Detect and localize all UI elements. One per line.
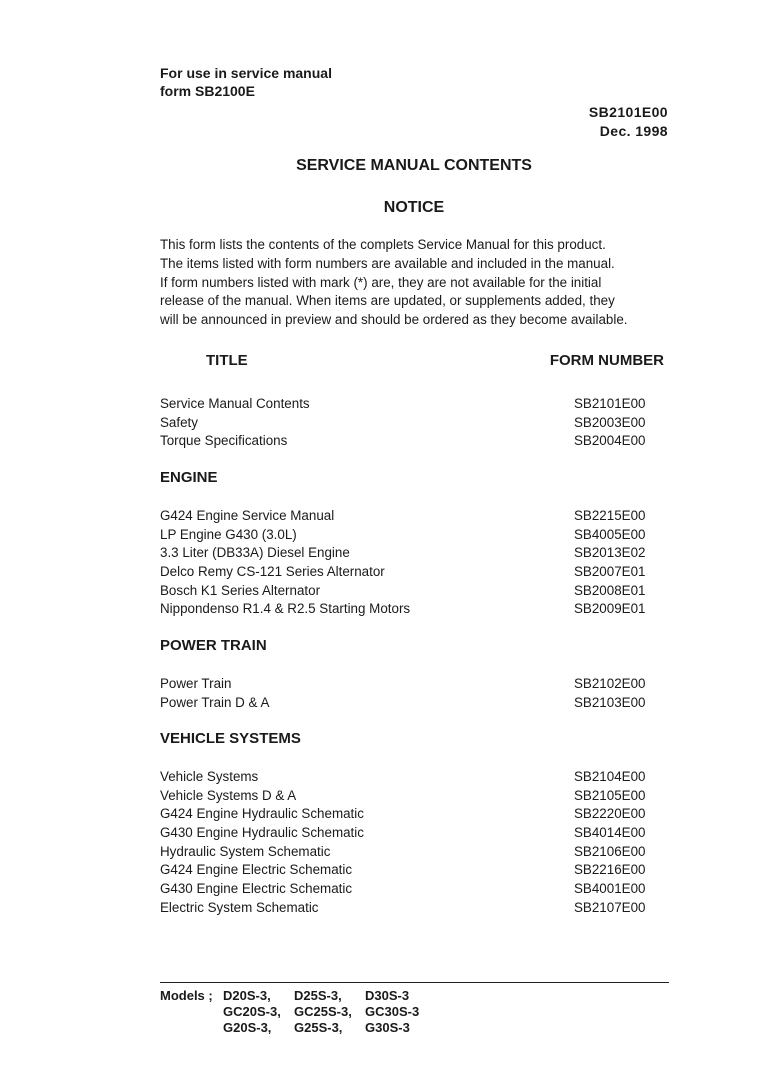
item-form-number: SB2215E00 bbox=[574, 508, 646, 523]
document-reference bbox=[589, 103, 668, 141]
item-form-number: SB2103E00 bbox=[574, 694, 646, 710]
models-table bbox=[160, 988, 419, 1036]
general-list bbox=[160, 395, 650, 451]
model-name: GC30S-3 bbox=[365, 1004, 420, 1019]
notice-line: release of the manual. When items are updated, or supplements added, they bbox=[160, 293, 615, 309]
item-title: Bosch K1 Series Alternator bbox=[160, 582, 321, 598]
notice-paragraph bbox=[160, 236, 680, 330]
notice-line: will be announced in preview and should be ordered as they become available. bbox=[160, 312, 628, 328]
power-train-list bbox=[160, 675, 650, 712]
page-title: SERVICE MANUAL CONTENTS bbox=[296, 157, 532, 174]
item-form-number: SB2004E00 bbox=[574, 433, 646, 449]
list-item bbox=[160, 414, 650, 433]
item-form-number: SB2106E00 bbox=[574, 843, 646, 859]
item-form-number: SB4005E00 bbox=[574, 526, 646, 542]
item-form-number: SB2216E00 bbox=[574, 862, 646, 878]
section-heading-vehicle-systems: VEHICLE SYSTEMS bbox=[160, 730, 301, 747]
list-item bbox=[160, 899, 650, 918]
item-title: Torque Specifications bbox=[160, 433, 288, 449]
item-title: Vehicle Systems D & A bbox=[160, 787, 297, 803]
item-form-number: SB2105E00 bbox=[574, 787, 646, 803]
item-title: Electric System Schematic bbox=[160, 899, 319, 915]
item-title: Power Train D & A bbox=[160, 694, 270, 710]
notice-heading: NOTICE bbox=[383, 199, 445, 216]
list-item bbox=[160, 582, 650, 601]
item-title: Delco Remy CS-121 Series Alternator bbox=[160, 564, 385, 580]
item-title: G430 Engine Electric Schematic bbox=[160, 881, 353, 897]
model-name: G25S-3, bbox=[294, 1020, 343, 1035]
item-form-number: SB2013E02 bbox=[574, 545, 646, 561]
item-title: LP Engine G430 (3.0L) bbox=[160, 526, 297, 542]
item-form-number: SB2107E00 bbox=[574, 899, 646, 915]
item-form-number: SB2008E01 bbox=[574, 582, 646, 598]
form-usage-note bbox=[160, 64, 332, 100]
document-number: SB2101E00 bbox=[588, 104, 668, 120]
model-name: D30S-3 bbox=[365, 988, 410, 1003]
item-title: G430 Engine Hydraulic Schematic bbox=[160, 825, 364, 841]
list-item bbox=[160, 880, 650, 899]
list-item bbox=[160, 563, 650, 582]
item-title: Service Manual Contents bbox=[160, 396, 310, 411]
model-name: D20S-3, bbox=[223, 988, 271, 1003]
section-heading-power-train: POWER TRAIN bbox=[160, 637, 267, 654]
item-title: 3.3 Liter (DB33A) Diesel Engine bbox=[160, 545, 350, 561]
item-title: Hydraulic System Schematic bbox=[160, 843, 331, 859]
item-title: Power Train bbox=[160, 676, 232, 691]
list-item bbox=[160, 507, 650, 526]
item-form-number: SB2101E00 bbox=[574, 396, 646, 411]
item-title: Vehicle Systems bbox=[160, 769, 259, 784]
model-name: D25S-3, bbox=[294, 988, 342, 1003]
model-name: G20S-3, bbox=[223, 1020, 272, 1035]
list-item bbox=[160, 395, 650, 414]
notice-line: The items listed with form numbers are available and included in the manual. bbox=[160, 255, 615, 271]
list-item bbox=[160, 861, 650, 880]
footer-divider bbox=[160, 982, 669, 983]
list-item bbox=[160, 694, 650, 713]
models-label: Models ; bbox=[160, 988, 213, 1003]
notice-line: This form lists the contents of the complets Service Manual for this product. bbox=[160, 237, 606, 252]
column-heading-form-number: FORM NUMBER bbox=[549, 352, 664, 369]
item-form-number: SB2009E01 bbox=[574, 601, 646, 617]
list-item bbox=[160, 526, 650, 545]
column-heading-title: TITLE bbox=[206, 352, 248, 369]
list-item bbox=[160, 824, 650, 843]
model-name: GC25S-3, bbox=[294, 1004, 352, 1019]
item-title: G424 Engine Hydraulic Schematic bbox=[160, 806, 364, 822]
vehicle-systems-list bbox=[160, 768, 650, 918]
document-date: Dec. 1998 bbox=[599, 123, 668, 139]
item-form-number: SB2104E00 bbox=[574, 769, 646, 784]
item-form-number: SB2220E00 bbox=[574, 806, 646, 822]
item-form-number: SB2102E00 bbox=[574, 676, 646, 691]
usage-line-1: For use in service manual bbox=[160, 65, 332, 81]
list-item bbox=[160, 675, 650, 694]
list-item bbox=[160, 432, 650, 451]
item-form-number: SB4001E00 bbox=[574, 881, 646, 897]
list-item bbox=[160, 544, 650, 563]
section-heading-engine: ENGINE bbox=[160, 469, 218, 486]
item-title: G424 Engine Electric Schematic bbox=[160, 862, 353, 878]
usage-line-2: form SB2100E bbox=[160, 83, 255, 99]
list-item bbox=[160, 805, 650, 824]
model-name: G30S-3 bbox=[365, 1020, 410, 1035]
item-form-number: SB2003E00 bbox=[574, 414, 646, 430]
list-item bbox=[160, 787, 650, 806]
item-title: Safety bbox=[160, 414, 198, 430]
list-item bbox=[160, 768, 650, 787]
list-item bbox=[160, 843, 650, 862]
item-title: G424 Engine Service Manual bbox=[160, 508, 335, 523]
model-name: GC20S-3, bbox=[223, 1004, 281, 1019]
item-title: Nippondenso R1.4 & R2.5 Starting Motors bbox=[160, 601, 411, 617]
notice-line: If form numbers listed with mark (*) are, they are not available for the initial bbox=[160, 274, 602, 290]
item-form-number: SB2007E01 bbox=[574, 564, 646, 580]
models-block bbox=[160, 988, 419, 1036]
item-form-number: SB4014E00 bbox=[574, 825, 646, 841]
list-item bbox=[160, 600, 650, 619]
engine-list bbox=[160, 507, 650, 619]
